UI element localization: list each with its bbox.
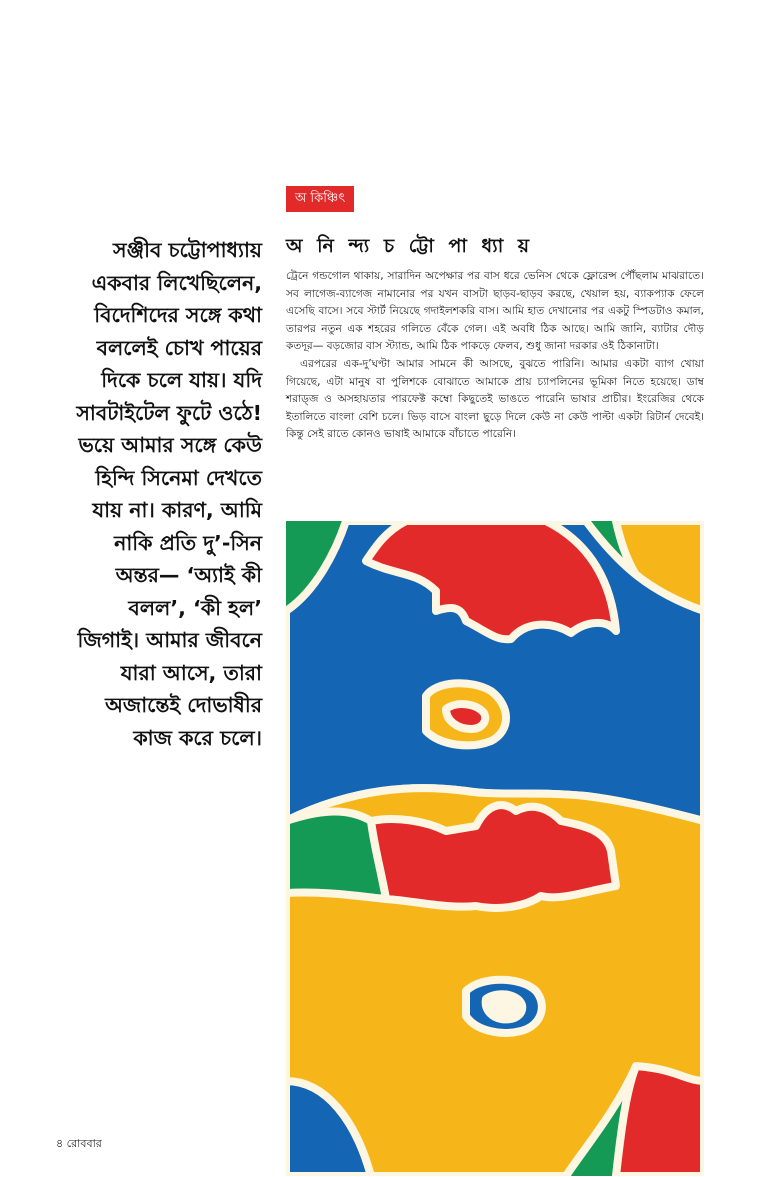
pull-quote-line: যায় না। কারণ, আমি — [92, 498, 262, 522]
pull-quote-line: নাকি প্রতি দু’-সিন — [114, 530, 262, 555]
lower-ear-inner — [486, 994, 523, 1019]
pull-quote-line: অন্তর— ‘অ্যাই কী — [115, 563, 262, 587]
page-footer: ৪ রোববার — [56, 1137, 102, 1150]
section-tag: অ কিঞ্চিৎ — [286, 186, 354, 212]
pull-quote-line: জিগাই। আমার জীবনে — [77, 628, 262, 652]
pull-quote-line: অজান্তেই দোভাষীর — [105, 693, 262, 717]
pull-quote-line: যারা আসে, তারা — [120, 660, 262, 685]
two-faces-illustration — [286, 521, 704, 1176]
pull-quote-line: একবার লিখেছিলেন, — [91, 270, 262, 295]
article-body — [286, 268, 704, 444]
pull-quote-line: বলল’, ‘কী হল’ — [128, 595, 262, 620]
pull-quote-line: সাবটাইটেল ফুটে ওঠে! — [76, 400, 262, 425]
left-green-band — [286, 812, 386, 899]
pull-quote-line: বললেই চোখ পায়ের — [96, 335, 262, 360]
pull-quote-line: হিন্দি সিনেমা দেখতে — [95, 465, 262, 490]
upper-ear-inner — [446, 704, 485, 729]
pull-quote-line: দিকে চলে যায়। যদি — [101, 368, 262, 392]
pull-quote-line: বিদেশিদের সঙ্গে কথা — [94, 303, 262, 327]
pull-quote-line: সঞ্জীব চট্টোপাধ্যায় — [113, 238, 262, 262]
body-paragraph: এরপরের এক-দু’ঘণ্টা আমার সামনে কী আসছে, বুঝতে পারিনি। আমার একটা ব্যাগ খোয়া গিয়েছে, এটা মানুষ বা পুলিশকে বোঝাতে আমাকে প্রায় চ্যাপলিনের ভূমিকা নিতে হয়েছে। ডাম্ব শরাড্‌জ ও অসহায়তার পারফেক্ট কম্বো কিছুতেই ভাঙতে পারেনি ভাষার প্রাচীর। ইংরেজির থেকে ইতালিতে বাংলা বেশি চলে। ভিড় বাসে বাংলা ছুড়ে দিলে কেউ না কেউ পাল্টা একটা রিটার্ন দেবেই। কিন্তু সেই রাতে কোনও ভাষাই আমাকে বাঁচাতে পারেনি। — [286, 357, 704, 441]
body-paragraph: ট্রেনে গন্ডগোল থাকায়, সারাদিন অপেক্ষার পর বাস ধরে ভেনিস থেকে ফ্লোরেন্স পৌঁছলাম মাঝরাতে। সব লাগেজ-ব্যাগেজ নামানোর পর যখন বাসটা ছাড়ব-ছাড়ব করছে, খেয়াল হয়, ব্যাকপ্যাক ফেলে এসেছি বাসে। সবে স্টার্ট নিয়েছে গদাইলশকরি বাস। আমি হাত দেখানোর পর একটু স্পিডটাও কমাল, তারপর নতুন এক শহরের গলিতে বেঁকে গেল। এই অবধি ঠিক আছে। আমি জানি, ব্যাটার দৌড় কতদূর— বড়জোর বাস স্ট্যান্ড, আমি ঠিক পাকড়ে ফেলব, শুধু জানা দরকার ওই ঠিকানাটা। — [286, 270, 704, 353]
pull-quote-line: কাজ করে চলে। — [133, 725, 262, 750]
pull-quote — [56, 234, 262, 754]
pull-quote-line: ভয়ে আমার সঙ্গে কেউ — [78, 433, 262, 457]
author-byline: অ নি ন্দ্য চ ট্টো পা ধ্যা য় — [286, 235, 534, 257]
